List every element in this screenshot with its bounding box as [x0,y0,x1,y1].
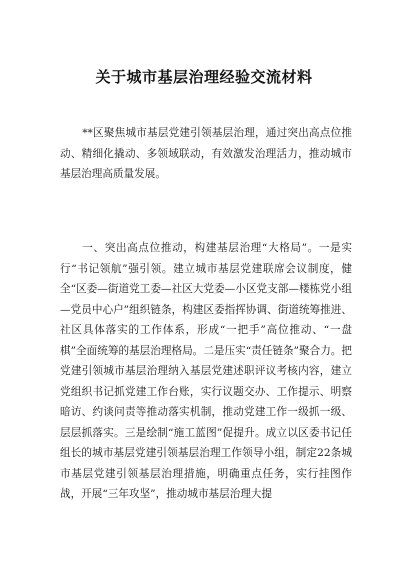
paragraph-section-one: 一、突出高点位推动，构建基层治理“大格局”。一是实行“书记领航”强引领。建立城市基层党建联席会议制度，健全“区委—街道党工委—社区大党委—小区党支部—楼栋党小组—党员中心户”组织链条，构建区委指挥协调、街道统筹推进、社区具体落实的工作体系，形成“一把手”高位推动、“一盘棋”全面统筹的基层治理格局。二是压实“责任链条”聚合力。把党建引领城市基层治理纳入基层党建述职评议考核内容，建立党组织书记抓党建工作台账，实行议题交办、工作提示、明察暗访、约谈问责等推动落实机制，推动党建工作一级抓一级、层层抓落实。三是绘制“施工蓝图”促提升。成立以区委书记任组长的城市基层党建引领基层治理工作领导小组，制定22条城市基层党建引领基层治理措施，明确重点任务，实行挂图作战，开展“三年攻坚”，推动城市基层治理大提 [60,242,352,500]
document-title: 关于城市基层治理经验交流材料 [95,68,313,86]
paragraph-intro: **区聚焦城市基层党建引领基层治理，通过突出高点位推动、精细化撬动、多领域联动，有效激发治理活力，推动城市基层治理高质量发展。 [60,127,352,180]
